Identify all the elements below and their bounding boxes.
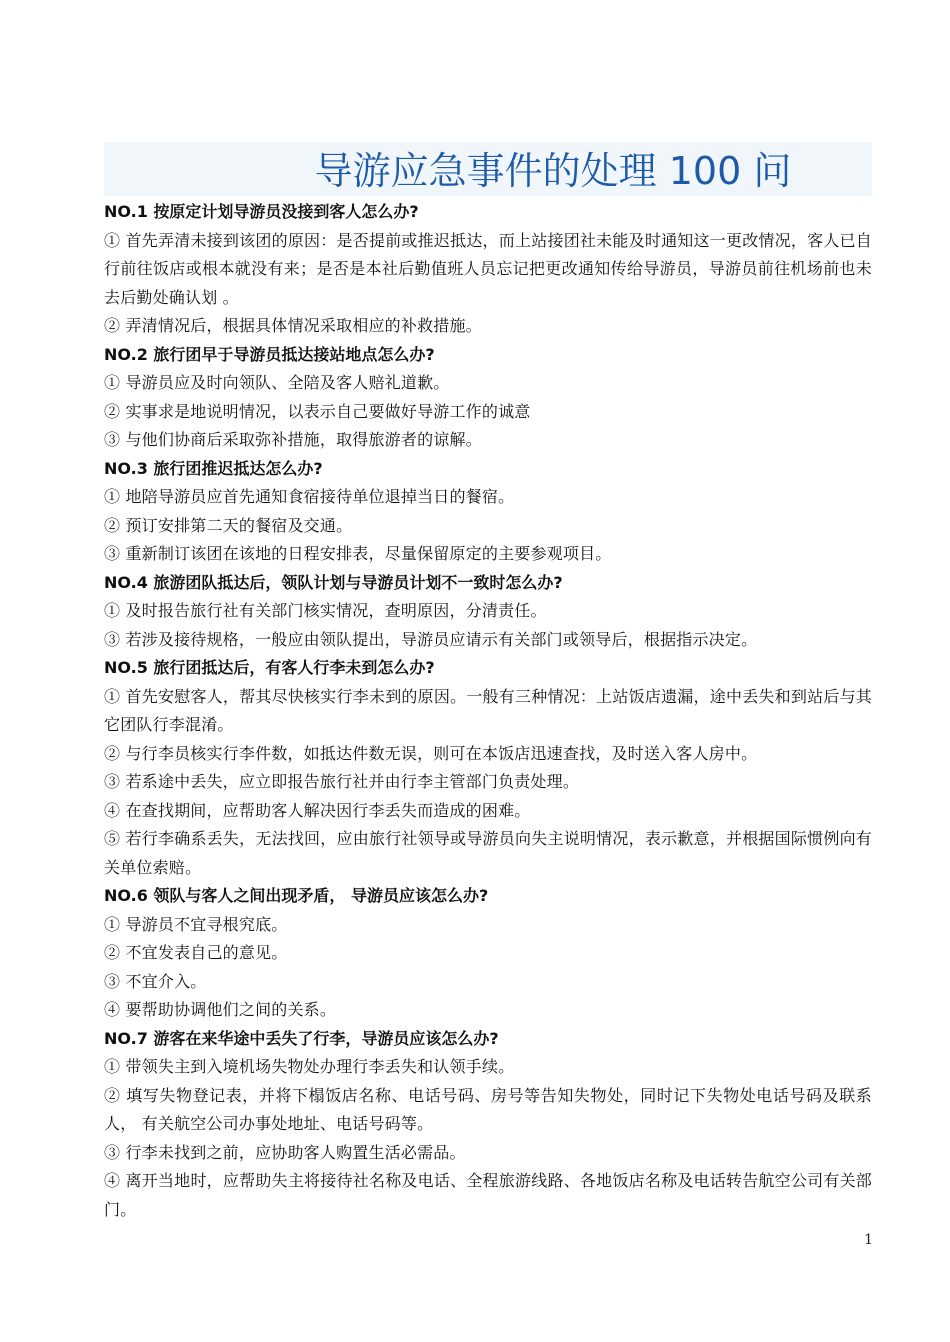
section-1 [104,198,872,341]
answer-paragraph: ① 首先弄清未接到该团的原因：是否提前或推迟抵达，而上站接团社未能及时通知这一更改情况，客人已自行前往饭店或根本就没有来；是否是本社后勤值班人员忘记把更改通知传给导游员，导游员前往机场前也未去后勤处确认划 。 [104,230,872,307]
question-heading: NO.6 领队与客人之间出现矛盾， 导游员应该怎么办? [104,886,489,905]
question-heading: NO.5 旅行团抵达后，有客人行李未到怎么办? [104,658,435,677]
section-6 [104,882,872,1025]
answer-paragraph: ② 预订安排第二天的餐宿及交通。 [104,515,353,535]
answer-paragraph: ③ 不宜介入。 [104,971,207,991]
answer-paragraph: ③ 行李未找到之前，应协助客人购置生活必需品。 [104,1142,466,1162]
answer-paragraph: ② 与行李员核实行李件数，如抵达件数无误，则可在本饭店迅速查找，及时送入客人房中。 [104,743,758,763]
section-4 [104,569,872,655]
question-heading: NO.4 旅游团队抵达后，领队计划与导游员计划不一致时怎么办? [104,572,563,592]
answer-paragraph: ① 带领失主到入境机场失物处办理行李丢失和认领手续。 [104,1057,515,1076]
answer-paragraph: ④ 离开当地时，应帮助失主将接待社名称及电话、全程旅游线路、各地饭店名称及电话转告航空公司有关部门。 [104,1171,872,1219]
answer-paragraph: ② 填写失物登记表，并将下榻饭店名称、电话号码、房号等告知失物处，同时记下失物处电话号码及联系人， 有关航空公司办事处地址、电话号码等。 [104,1085,872,1133]
section-5 [104,654,872,882]
answer-paragraph: ③ 与他们协商后采取弥补措施，取得旅游者的谅解。 [104,430,482,449]
answer-paragraph: ⑤ 若行李确系丢失，无法找回，应由旅行社领导或导游员向失主说明情况，表示歉意，并根据国际惯例向有关单位索赔。 [104,829,872,877]
answer-paragraph: ④ 要帮助协调他们之间的关系。 [104,1000,337,1019]
answer-paragraph: ① 首先安慰客人，帮其尽快核实行李未到的原因。一般有三种情况：上站饭店遗漏，途中丢失和到站后与其它团队行李混淆。 [104,686,872,734]
answer-paragraph: ① 导游员应及时向领队、全陪及客人赔礼道歉。 [104,373,450,392]
answer-paragraph: ① 导游员不宜寻根究底。 [104,914,288,934]
answer-paragraph: ① 地陪导游员应首先通知食宿接待单位退掉当日的餐宿。 [104,487,515,506]
answer-paragraph: ③ 若涉及接待规格，一般应由领队提出，导游员应请示有关部门或领导后，根据指示决定。 [104,629,758,649]
section-3 [104,455,872,569]
answer-paragraph: ② 实事求是地说明情况，以表示自己要做好导游工作的诚意 [104,401,531,421]
question-heading: NO.2 旅行团早于导游员抵达接站地点怎么办? [104,344,435,364]
answer-paragraph: ④ 在查找期间，应帮助客人解决因行李丢失而造成的困难。 [104,800,531,820]
answer-paragraph: ③ 重新制订该团在该地的日程安排表，尽量保留原定的主要参观项目。 [104,544,612,563]
section-7 [104,1025,872,1225]
page-number: 1 [864,1232,873,1248]
answer-paragraph: ③ 若系途中丢失，应立即报告旅行社并由行李主管部门负责处理。 [104,772,580,791]
answer-paragraph: ② 不宜发表自己的意见。 [104,943,288,962]
section-2 [104,341,872,455]
document-body [104,198,872,1224]
question-heading: NO.7 游客在来华途中丢失了行李，导游员应该怎么办? [104,1028,499,1048]
document-title: 导游应急事件的处理 100 问 [314,149,792,193]
question-heading: NO.1 按原定计划导游员没接到客人怎么办? [104,202,419,221]
answer-paragraph: ② 弄清情况后，根据具体情况采取相应的补救措施。 [104,316,482,335]
question-heading: NO.3 旅行团推迟抵达怎么办? [104,458,323,478]
answer-paragraph: ① 及时报告旅行社有关部门核实情况，查明原因，分清责任。 [104,601,547,620]
